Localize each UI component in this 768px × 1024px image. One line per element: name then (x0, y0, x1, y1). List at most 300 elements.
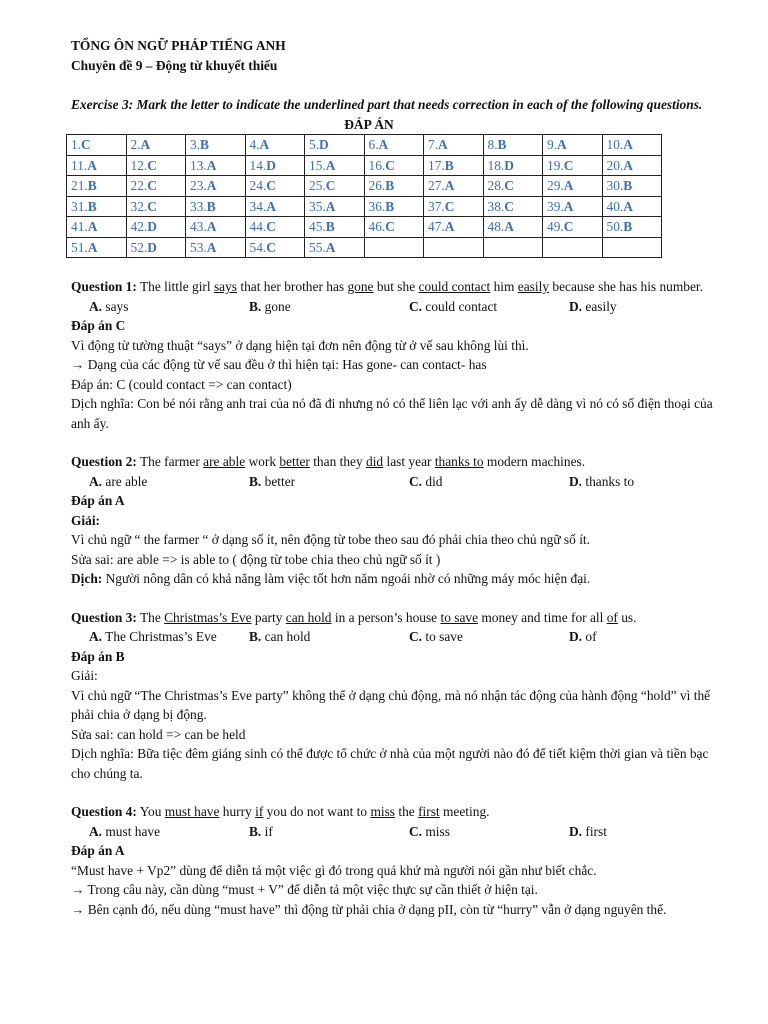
answer-cell (67, 135, 127, 156)
option-letter: A. (89, 298, 103, 314)
answer-number: 31. (71, 198, 88, 214)
option-letter: C. (409, 473, 423, 489)
question-text: you do not want to (263, 804, 371, 819)
answer-option (409, 627, 463, 647)
answer-number: 16. (368, 157, 386, 173)
answer-letter: A (325, 239, 336, 255)
option-letter: D. (569, 298, 583, 314)
answer-number: 5. (309, 137, 320, 152)
answer-cell (483, 135, 543, 156)
correct-answer: Đáp án C (71, 318, 126, 333)
answer-number: 29. (547, 178, 564, 193)
explanation-line: Dịch nghĩa: Con bé nói rằng anh trai của nó đã đi nhưng nó có thể liên lạc với anh ấy dễ dàng vì nó có số điện thoại của anh ấy. (71, 396, 713, 431)
answer-option (249, 822, 273, 842)
answer-cell (602, 155, 662, 176)
answer-number: 6. (368, 137, 379, 152)
question-label: Question 2: (71, 454, 137, 469)
answer-cell (126, 217, 186, 238)
underlined-part: did (366, 454, 384, 469)
question-text: The farmer (136, 454, 204, 469)
doc-title: TỔNG ÔN NGỮ PHÁP TIẾNG ANH (71, 38, 286, 53)
underlined-part: thanks to (434, 454, 484, 469)
answer-row (67, 237, 662, 258)
answer-letter: B (497, 137, 507, 152)
question-stem (71, 608, 715, 628)
answer-cell (364, 237, 424, 258)
option-text: are able (102, 473, 148, 489)
answer-number: 53. (190, 239, 207, 255)
explanation-line: Sửa sai: are able => is able to ( động từ tobe chia theo chủ ngữ số ít ) (71, 551, 441, 567)
answer-cell (424, 135, 484, 156)
answer-cell (186, 196, 246, 217)
answer-cell (364, 176, 424, 197)
answer-cell (424, 196, 484, 217)
answer-cell (245, 176, 305, 197)
answer-number: 24. (249, 178, 267, 193)
question-text: party (251, 609, 286, 625)
solution-label: Giải: (71, 668, 98, 683)
answer-cell (126, 196, 186, 217)
answer-letter: C (563, 219, 574, 234)
answer-cell (424, 155, 484, 176)
option-text: says (102, 298, 129, 314)
answer-number: 52. (130, 239, 148, 255)
translation-text: Người nông dân có khả năng làm việc tốt hơn năm ngoái nhờ có những máy móc hiện đại. (102, 571, 591, 586)
underlined-part: to save (440, 609, 479, 625)
answer-option (409, 472, 443, 492)
answer-cell (483, 155, 543, 176)
underlined-part: gone (347, 279, 374, 294)
option-text: did (422, 473, 443, 489)
answer-options (71, 627, 715, 647)
answer-cell (186, 135, 246, 156)
answer-number: 22. (130, 178, 148, 193)
option-text: gone (261, 298, 291, 314)
question-block (71, 452, 715, 589)
answer-cell (245, 217, 305, 238)
underlined-part: better (279, 454, 310, 469)
answer-cell (186, 217, 246, 238)
question-text: than they (309, 454, 367, 469)
answer-number: 15. (309, 157, 326, 173)
answer-cell (602, 217, 662, 238)
answer-option (409, 822, 450, 842)
answer-row (67, 176, 662, 197)
answer-letter: C (147, 157, 157, 173)
answer-number: 25. (309, 178, 326, 193)
answer-option (569, 822, 607, 842)
option-text: thanks to (582, 473, 635, 489)
answer-options (71, 472, 715, 492)
answer-row (67, 196, 662, 217)
answer-option (249, 297, 291, 317)
answer-letter: B (206, 198, 216, 214)
answer-number: 33. (190, 198, 207, 214)
answer-number: 19. (547, 157, 564, 173)
answer-letter: B (87, 198, 97, 214)
option-letter: A. (89, 473, 103, 489)
answer-number: 42. (130, 219, 148, 234)
underlined-part: must have (164, 804, 220, 819)
answer-cell (424, 237, 484, 258)
underlined-part: are able (203, 454, 246, 469)
questions-list (71, 277, 715, 919)
answer-cell (305, 155, 365, 176)
answer-number: 55. (309, 239, 326, 255)
question-text: meeting. (439, 804, 490, 819)
answer-letter: A (87, 239, 98, 255)
answer-cell (364, 217, 424, 238)
answer-options (71, 822, 715, 842)
answer-number: 48. (487, 219, 505, 234)
option-letter: B. (249, 473, 262, 489)
answer-option (249, 627, 310, 647)
answer-number: 35. (309, 198, 326, 214)
answer-cell (483, 237, 543, 258)
answer-cell (67, 217, 127, 238)
question-text: hurry (219, 804, 256, 819)
option-text: miss (422, 823, 450, 839)
answer-letter: D (266, 157, 276, 173)
answer-letter: B (623, 219, 633, 234)
question-label: Question 4: (71, 804, 137, 819)
answer-number: 39. (547, 198, 564, 214)
answer-cell (305, 196, 365, 217)
question-text: The little girl (136, 279, 214, 294)
answer-number: 34. (249, 198, 267, 214)
answer-letter: A (206, 178, 217, 193)
question-text: us. (617, 609, 637, 625)
underlined-part: easily (517, 279, 550, 294)
answer-cell (424, 176, 484, 197)
answer-cell (364, 155, 424, 176)
answer-cell (305, 217, 365, 238)
answer-letter: D (147, 219, 157, 234)
answer-cell (67, 196, 127, 217)
answer-letter: C (266, 239, 276, 255)
answer-cell (364, 196, 424, 217)
explanation-line: Vì chủ ngữ “The Christmas’s Eve party” không thể ở dạng chủ động, mà nó nhận tác động của hành động “hold” vì thế phải chia ở dạng bị động. (71, 687, 711, 722)
question-text: The (136, 609, 165, 625)
answer-letter: A (557, 137, 567, 152)
answer-number: 17. (428, 157, 445, 173)
answer-letter: A (206, 219, 217, 234)
answer-option (569, 297, 617, 317)
answer-letter: C (444, 198, 455, 214)
answer-cell (305, 135, 365, 156)
answer-row (67, 155, 662, 176)
option-letter: A. (89, 629, 103, 644)
answer-number: 50. (606, 219, 624, 234)
answer-number: 1. (71, 137, 82, 152)
answer-cell (126, 237, 186, 258)
answer-letter: C (385, 219, 395, 234)
answer-number: 12. (130, 157, 148, 173)
option-letter: B. (249, 298, 262, 314)
question-text: but she (373, 279, 419, 294)
option-text: The Christmas’s Eve (102, 629, 217, 644)
answer-number: 14. (249, 157, 267, 173)
answer-cell (126, 135, 186, 156)
answer-number: 44. (249, 219, 267, 234)
answer-number: 26. (368, 178, 386, 193)
answer-letter: B (444, 157, 454, 173)
question-text: that her brother has (237, 279, 348, 294)
question-block (71, 802, 715, 919)
answer-number: 54. (249, 239, 267, 255)
answer-letter: B (325, 219, 335, 234)
answer-letter: A (325, 157, 336, 173)
question-stem (71, 802, 715, 822)
answer-cell (483, 196, 543, 217)
underlined-part: can hold (285, 609, 332, 625)
exercise-label: Exercise 3 (71, 97, 129, 112)
answer-letter: A (444, 219, 455, 234)
answer-letter: A (623, 137, 633, 152)
explanation-line: Đáp án: C (could contact => can contact) (71, 376, 292, 392)
exercise-instruction (71, 95, 715, 115)
underlined-part: Christmas’s Eve (164, 609, 252, 625)
answer-letter: B (87, 178, 97, 193)
answer-letter: C (385, 157, 395, 173)
answer-cell (602, 237, 662, 258)
answer-option (409, 297, 497, 317)
answer-letter: B (385, 178, 395, 193)
question-text: in a person’s house (331, 609, 441, 625)
answer-cell (602, 196, 662, 217)
answer-option (249, 472, 295, 492)
question-block (71, 608, 715, 784)
answer-number: 47. (428, 219, 445, 234)
answer-cell (186, 237, 246, 258)
answer-cell (543, 176, 603, 197)
answer-letter: A (259, 137, 270, 152)
option-letter: B. (249, 823, 262, 839)
answer-letter: D (504, 157, 514, 173)
question-stem (71, 452, 715, 472)
exercise-text: : Mark the letter to indicate the underlined part that needs correction in each of the following questions. (128, 97, 703, 112)
answer-row (67, 135, 662, 156)
option-letter: C. (409, 823, 423, 839)
answer-letter: D (147, 239, 157, 255)
answer-letter: B (200, 137, 209, 152)
explanation-line: → Trong câu này, cần dùng “must + V” để diễn tả một việc thực sự cần thiết ở hiện tại. (71, 882, 538, 897)
option-text: if (261, 823, 273, 839)
answer-cell (543, 155, 603, 176)
answer-number: 27. (428, 178, 445, 193)
answer-option (569, 627, 597, 647)
answer-letter: A (140, 137, 151, 152)
answer-letter: C (563, 157, 574, 173)
question-label: Question 3: (71, 609, 137, 625)
answer-cell (305, 176, 365, 197)
answer-letter: D (319, 137, 329, 152)
explanation-line: → Dạng của các động từ vế sau đều ở thì hiện tại: Has gone- can contact- has (71, 357, 487, 372)
answer-letter: A (266, 198, 276, 214)
question-text: You (136, 804, 165, 819)
answer-cell (245, 155, 305, 176)
answer-number: 37. (428, 198, 445, 214)
option-letter: D. (569, 823, 583, 839)
answer-number: 10. (606, 137, 624, 152)
answer-option (89, 472, 147, 492)
option-text: can hold (261, 629, 311, 644)
option-letter: D. (569, 629, 583, 644)
answer-number: 28. (487, 178, 505, 193)
answer-number: 4. (249, 137, 260, 152)
question-text: money and time for all (478, 609, 607, 625)
option-text: could contact (422, 298, 498, 314)
answer-option (89, 822, 160, 842)
answer-number: 13. (190, 157, 207, 173)
translation-line (71, 569, 715, 589)
answer-cell (67, 237, 127, 258)
underlined-part: of (606, 609, 618, 625)
answer-number: 32. (130, 198, 148, 214)
answer-letter: B (385, 198, 395, 214)
answer-letter: B (623, 178, 633, 193)
doc-subtitle: Chuyên đề 9 – Động từ khuyết thiếu (71, 57, 278, 73)
answer-number: 43. (190, 219, 207, 234)
question-text: modern machines. (483, 454, 586, 469)
option-letter: A. (89, 823, 103, 839)
option-letter: B. (249, 629, 262, 644)
option-text: to save (422, 629, 463, 644)
correct-answer: Đáp án B (71, 648, 125, 664)
answer-letter: C (147, 178, 157, 193)
answer-number: 41. (71, 219, 88, 234)
question-text: because she has his number. (549, 279, 703, 294)
answer-number: 49. (547, 219, 564, 234)
option-text: first (582, 823, 607, 839)
question-text: work (245, 454, 280, 469)
answer-cell (543, 237, 603, 258)
question-text: last year (383, 454, 435, 469)
answer-cell (186, 176, 246, 197)
explanation-line: → Bên cạnh đó, nếu dùng “must have” thì động từ phải chia ở dạng pII, còn từ “hurry” vẫn ở dạng nguyên thể. (71, 901, 667, 917)
answer-number: 11. (71, 157, 88, 173)
answer-cell (543, 217, 603, 238)
answer-option (89, 297, 128, 317)
answer-cell (602, 135, 662, 156)
answer-letter: A (444, 178, 455, 193)
answer-letter: C (504, 198, 514, 214)
answer-number: 3. (190, 137, 201, 152)
answer-cell (245, 196, 305, 217)
answer-cell (364, 135, 424, 156)
answer-number: 2. (130, 137, 141, 152)
answer-cell (543, 135, 603, 156)
answer-number: 38. (487, 198, 505, 214)
option-letter: C. (409, 629, 423, 644)
answer-number: 21. (71, 178, 88, 193)
answer-options (71, 297, 715, 317)
answer-letter: C (147, 198, 157, 214)
option-text: must have (102, 823, 161, 839)
answer-row (67, 217, 662, 238)
translation-label: Dịch: (71, 571, 103, 586)
answer-letter: A (378, 137, 389, 152)
question-text: the (395, 804, 419, 819)
answer-letter: A (504, 219, 514, 234)
answer-cell (67, 176, 127, 197)
answer-number: 9. (547, 137, 558, 152)
answer-cell (305, 237, 365, 258)
underlined-part: first (418, 804, 440, 819)
answer-number: 18. (487, 157, 505, 173)
answer-number: 20. (606, 157, 624, 173)
answer-cell (186, 155, 246, 176)
correct-answer: Đáp án A (71, 493, 125, 508)
answer-number: 8. (487, 137, 498, 152)
answer-cell (543, 196, 603, 217)
explanation-line: Vì động từ tường thuật “says” ở dạng hiện tại đơn nên động từ ở vế sau không lùi thì. (71, 337, 529, 353)
answer-option (569, 472, 634, 492)
question-label: Question 1: (71, 279, 137, 294)
answer-number: 30. (606, 178, 624, 193)
answer-number: 45. (309, 219, 326, 234)
answer-letter: A (438, 137, 448, 152)
underlined-part: miss (370, 804, 396, 819)
answer-letter: A (206, 239, 217, 255)
answer-letter: C (81, 137, 91, 152)
answer-letter: A (563, 198, 574, 214)
option-letter: C. (409, 298, 423, 314)
answer-letter: C (325, 178, 336, 193)
answer-option (89, 627, 217, 647)
answer-cell (483, 217, 543, 238)
correct-answer: Đáp án A (71, 843, 125, 858)
answer-number: 36. (368, 198, 386, 214)
option-letter: D. (569, 473, 583, 489)
explanation-line: Dịch nghĩa: Bữa tiệc đêm giáng sinh có thể được tổ chức ở nhà của một người nào đó để tiết kiệm thời gian và tiền bạc cho chúng ta. (71, 746, 709, 781)
answer-letter: C (266, 178, 276, 193)
answer-number: 40. (606, 198, 624, 214)
answer-cell (424, 217, 484, 238)
underlined-part: could contact (418, 279, 491, 294)
explanation-line: Sửa sai: can hold => can be held (71, 726, 246, 742)
underlined-part: if (255, 804, 264, 819)
question-stem (71, 277, 715, 297)
question-block (71, 277, 715, 433)
answer-cell (602, 176, 662, 197)
answer-letter: A (563, 178, 574, 193)
answer-cell (245, 237, 305, 258)
answer-cell (245, 135, 305, 156)
answer-cell (483, 176, 543, 197)
answer-key-table (66, 134, 662, 258)
answer-cell (126, 176, 186, 197)
document-content (71, 36, 715, 919)
answer-cell (67, 155, 127, 176)
answer-letter: A (325, 198, 336, 214)
answer-letter: A (206, 157, 217, 173)
explanation-line: “Must have + Vp2” dùng để diễn tả một việc gì đó trong quá khứ mà người nói gần như biết chắc. (71, 862, 597, 878)
option-text: of (582, 629, 597, 644)
solution-label: Giải: (71, 512, 101, 528)
option-text: easily (582, 298, 617, 314)
option-text: better (261, 473, 296, 489)
answer-number: 23. (190, 178, 207, 193)
answer-letter: C (504, 178, 514, 193)
answer-key-title: ĐÁP ÁN (344, 116, 394, 132)
explanation-line: Vì chủ ngữ “ the farmer “ ở dạng số ít, nên động từ tobe theo sau đó phải chia theo chủ ngữ số ít. (71, 532, 590, 547)
answer-number: 51. (71, 239, 88, 255)
answer-letter: A (87, 219, 98, 234)
answer-letter: A (87, 157, 97, 173)
answer-letter: A (623, 157, 633, 173)
underlined-part: says (213, 279, 238, 294)
